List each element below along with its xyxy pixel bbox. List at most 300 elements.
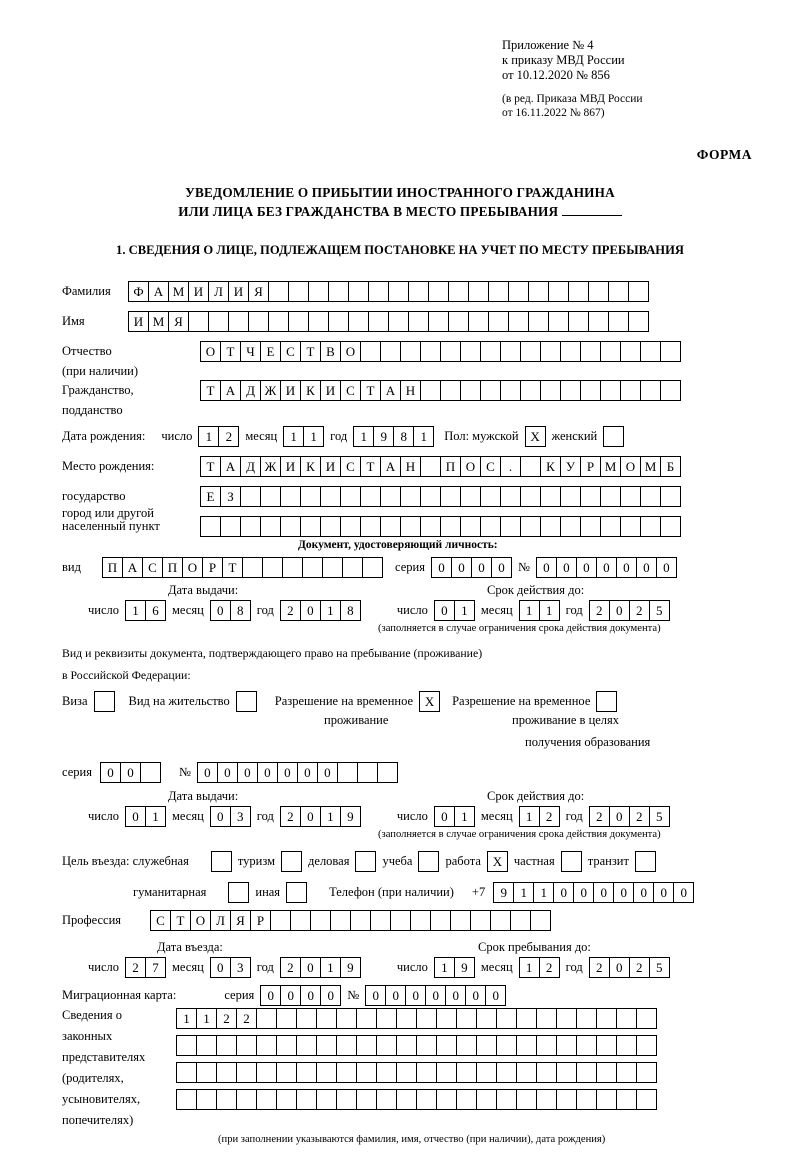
char-cell[interactable] (240, 486, 261, 507)
char-cell[interactable] (370, 910, 391, 931)
char-cell[interactable] (536, 1035, 557, 1056)
char-cell[interactable] (396, 1008, 417, 1029)
purpose-work-checkbox[interactable]: X (487, 851, 508, 872)
purpose-transit-checkbox[interactable] (635, 851, 656, 872)
legal-rep-input-3[interactable] (176, 1062, 657, 1083)
char-cell[interactable] (460, 380, 481, 401)
char-cell[interactable]: 1 (353, 426, 374, 447)
char-cell[interactable]: 0 (471, 557, 492, 578)
char-cell[interactable]: О (200, 341, 221, 362)
char-cell[interactable] (316, 1062, 337, 1083)
sex-female-checkbox[interactable] (603, 426, 624, 447)
char-cell[interactable] (356, 1089, 377, 1110)
char-cell[interactable]: Ч (240, 341, 261, 362)
char-cell[interactable]: 2 (629, 957, 650, 978)
char-cell[interactable]: Р (202, 557, 223, 578)
char-cell[interactable] (316, 1008, 337, 1029)
char-cell[interactable] (340, 486, 361, 507)
char-cell[interactable]: 0 (317, 762, 338, 783)
identity-doc-number-input[interactable] (536, 557, 677, 578)
char-cell[interactable] (600, 341, 621, 362)
char-cell[interactable] (548, 281, 569, 302)
char-cell[interactable] (476, 1062, 497, 1083)
char-cell[interactable] (568, 311, 589, 332)
char-cell[interactable] (376, 1062, 397, 1083)
char-cell[interactable]: 0 (536, 557, 557, 578)
char-cell[interactable] (280, 516, 301, 537)
char-cell[interactable]: 2 (629, 806, 650, 827)
char-cell[interactable] (300, 486, 321, 507)
purpose-humanitarian-checkbox[interactable] (228, 882, 249, 903)
char-cell[interactable] (340, 516, 361, 537)
char-cell[interactable]: 2 (629, 600, 650, 621)
char-cell[interactable] (496, 1089, 517, 1110)
char-cell[interactable] (357, 762, 378, 783)
birth-place-line1-input[interactable] (200, 456, 681, 477)
char-cell[interactable] (476, 1089, 497, 1110)
char-cell[interactable] (240, 516, 261, 537)
char-cell[interactable]: 9 (454, 957, 475, 978)
char-cell[interactable] (540, 486, 561, 507)
char-cell[interactable] (448, 281, 469, 302)
char-cell[interactable]: 0 (596, 557, 617, 578)
char-cell[interactable] (196, 1089, 217, 1110)
char-cell[interactable] (276, 1089, 297, 1110)
char-cell[interactable] (456, 1062, 477, 1083)
char-cell[interactable] (330, 910, 351, 931)
char-cell[interactable] (256, 1089, 277, 1110)
char-cell[interactable]: 8 (393, 426, 414, 447)
char-cell[interactable] (236, 1089, 257, 1110)
char-cell[interactable] (490, 910, 511, 931)
char-cell[interactable]: 0 (297, 762, 318, 783)
char-cell[interactable]: 9 (340, 957, 361, 978)
char-cell[interactable]: 0 (434, 806, 455, 827)
char-cell[interactable] (396, 1062, 417, 1083)
char-cell[interactable] (616, 1089, 637, 1110)
char-cell[interactable]: 1 (196, 1008, 217, 1029)
char-cell[interactable] (620, 380, 641, 401)
char-cell[interactable] (176, 1035, 197, 1056)
char-cell[interactable] (336, 1035, 357, 1056)
char-cell[interactable]: 1 (454, 600, 475, 621)
char-cell[interactable] (620, 341, 641, 362)
char-cell[interactable] (600, 380, 621, 401)
char-cell[interactable] (580, 516, 601, 537)
char-cell[interactable]: П (440, 456, 461, 477)
char-cell[interactable]: О (340, 341, 361, 362)
char-cell[interactable] (596, 1089, 617, 1110)
char-cell[interactable]: 0 (237, 762, 258, 783)
char-cell[interactable]: 2 (589, 806, 610, 827)
char-cell[interactable]: С (340, 456, 361, 477)
char-cell[interactable]: 0 (556, 557, 577, 578)
char-cell[interactable]: 1 (533, 882, 554, 903)
char-cell[interactable] (416, 1089, 437, 1110)
char-cell[interactable] (360, 486, 381, 507)
char-cell[interactable] (220, 516, 241, 537)
char-cell[interactable] (660, 516, 681, 537)
char-cell[interactable]: 9 (373, 426, 394, 447)
char-cell[interactable]: . (500, 456, 521, 477)
char-cell[interactable] (530, 910, 551, 931)
char-cell[interactable] (300, 516, 321, 537)
char-cell[interactable] (588, 311, 609, 332)
char-cell[interactable]: 0 (431, 557, 452, 578)
entry-year-input[interactable] (280, 957, 361, 978)
char-cell[interactable] (396, 1089, 417, 1110)
char-cell[interactable] (296, 1035, 317, 1056)
char-cell[interactable]: 0 (217, 762, 238, 783)
char-cell[interactable]: 0 (125, 806, 146, 827)
char-cell[interactable]: Д (240, 456, 261, 477)
profession-input[interactable] (150, 910, 551, 931)
char-cell[interactable] (360, 516, 381, 537)
char-cell[interactable]: П (102, 557, 123, 578)
char-cell[interactable] (640, 341, 661, 362)
char-cell[interactable] (596, 1062, 617, 1083)
char-cell[interactable]: 3 (230, 957, 251, 978)
char-cell[interactable] (308, 281, 329, 302)
purpose-tourism-checkbox[interactable] (281, 851, 302, 872)
char-cell[interactable]: Я (230, 910, 251, 931)
char-cell[interactable] (456, 1035, 477, 1056)
char-cell[interactable] (296, 1089, 317, 1110)
char-cell[interactable] (576, 1008, 597, 1029)
char-cell[interactable] (176, 1062, 197, 1083)
char-cell[interactable]: 0 (280, 985, 301, 1006)
char-cell[interactable] (560, 341, 581, 362)
char-cell[interactable]: 0 (300, 957, 321, 978)
char-cell[interactable]: 0 (434, 600, 455, 621)
valid-year-input[interactable] (589, 600, 670, 621)
char-cell[interactable]: 0 (636, 557, 657, 578)
char-cell[interactable] (560, 516, 581, 537)
char-cell[interactable]: 0 (673, 882, 694, 903)
char-cell[interactable] (436, 1035, 457, 1056)
stay-valid-year-input[interactable] (589, 806, 670, 827)
stay-issue-day-input[interactable] (125, 806, 166, 827)
char-cell[interactable]: 2 (539, 957, 560, 978)
char-cell[interactable] (236, 1035, 257, 1056)
char-cell[interactable]: К (300, 380, 321, 401)
char-cell[interactable]: 0 (653, 882, 674, 903)
char-cell[interactable] (390, 910, 411, 931)
char-cell[interactable]: 0 (633, 882, 654, 903)
char-cell[interactable] (460, 341, 481, 362)
char-cell[interactable] (600, 516, 621, 537)
char-cell[interactable] (376, 1035, 397, 1056)
char-cell[interactable] (528, 281, 549, 302)
char-cell[interactable]: 1 (513, 882, 534, 903)
char-cell[interactable] (500, 486, 521, 507)
char-cell[interactable] (436, 1089, 457, 1110)
legal-rep-input-2[interactable] (176, 1035, 657, 1056)
stay-doc-number-input[interactable] (197, 762, 398, 783)
char-cell[interactable]: А (380, 456, 401, 477)
char-cell[interactable] (228, 311, 249, 332)
char-cell[interactable] (556, 1089, 577, 1110)
char-cell[interactable]: А (148, 281, 169, 302)
name-input[interactable] (128, 311, 649, 332)
char-cell[interactable] (576, 1035, 597, 1056)
char-cell[interactable] (516, 1089, 537, 1110)
char-cell[interactable] (460, 516, 481, 537)
char-cell[interactable]: О (620, 456, 641, 477)
char-cell[interactable]: 1 (413, 426, 434, 447)
char-cell[interactable]: Т (360, 380, 381, 401)
char-cell[interactable] (420, 341, 441, 362)
char-cell[interactable]: Т (360, 456, 381, 477)
char-cell[interactable] (608, 281, 629, 302)
char-cell[interactable]: А (122, 557, 143, 578)
migration-number-input[interactable] (365, 985, 506, 1006)
char-cell[interactable]: 0 (609, 806, 630, 827)
char-cell[interactable]: Ф (128, 281, 149, 302)
char-cell[interactable] (416, 1008, 437, 1029)
legal-rep-input-1[interactable] (176, 1008, 657, 1029)
char-cell[interactable] (660, 341, 681, 362)
edu-residence-checkbox[interactable] (596, 691, 617, 712)
char-cell[interactable] (256, 1008, 277, 1029)
char-cell[interactable] (580, 380, 601, 401)
purpose-study-checkbox[interactable] (418, 851, 439, 872)
char-cell[interactable]: Е (200, 486, 221, 507)
char-cell[interactable]: 1 (198, 426, 219, 447)
char-cell[interactable]: 2 (218, 426, 239, 447)
char-cell[interactable]: 1 (539, 600, 560, 621)
char-cell[interactable]: О (190, 910, 211, 931)
char-cell[interactable]: 0 (553, 882, 574, 903)
char-cell[interactable] (336, 1008, 357, 1029)
char-cell[interactable]: З (220, 486, 241, 507)
char-cell[interactable] (296, 1008, 317, 1029)
char-cell[interactable]: 2 (280, 957, 301, 978)
char-cell[interactable]: 0 (425, 985, 446, 1006)
char-cell[interactable] (336, 1062, 357, 1083)
sex-male-checkbox[interactable]: X (525, 426, 546, 447)
char-cell[interactable] (436, 1008, 457, 1029)
char-cell[interactable]: П (162, 557, 183, 578)
char-cell[interactable]: В (320, 341, 341, 362)
purpose-service-checkbox[interactable] (211, 851, 232, 872)
char-cell[interactable]: Т (200, 380, 221, 401)
char-cell[interactable]: Е (260, 341, 281, 362)
char-cell[interactable] (290, 910, 311, 931)
char-cell[interactable] (508, 281, 529, 302)
char-cell[interactable] (322, 557, 343, 578)
char-cell[interactable]: 0 (100, 762, 121, 783)
stay-valid-month-input[interactable] (519, 806, 560, 827)
char-cell[interactable]: 0 (485, 985, 506, 1006)
char-cell[interactable]: 5 (649, 600, 670, 621)
char-cell[interactable] (480, 486, 501, 507)
char-cell[interactable] (337, 762, 358, 783)
char-cell[interactable]: О (182, 557, 203, 578)
char-cell[interactable] (356, 1062, 377, 1083)
char-cell[interactable] (456, 1008, 477, 1029)
char-cell[interactable] (248, 311, 269, 332)
char-cell[interactable] (476, 1008, 497, 1029)
char-cell[interactable] (280, 486, 301, 507)
char-cell[interactable]: Л (208, 281, 229, 302)
char-cell[interactable] (468, 311, 489, 332)
char-cell[interactable] (536, 1008, 557, 1029)
char-cell[interactable]: 2 (589, 957, 610, 978)
char-cell[interactable] (480, 516, 501, 537)
char-cell[interactable] (520, 516, 541, 537)
char-cell[interactable]: 1 (320, 600, 341, 621)
char-cell[interactable]: Т (170, 910, 191, 931)
char-cell[interactable] (476, 1035, 497, 1056)
char-cell[interactable] (616, 1008, 637, 1029)
char-cell[interactable]: Ж (260, 456, 281, 477)
char-cell[interactable]: Т (220, 341, 241, 362)
char-cell[interactable] (260, 516, 281, 537)
char-cell[interactable]: 0 (320, 985, 341, 1006)
char-cell[interactable]: И (228, 281, 249, 302)
char-cell[interactable]: 0 (210, 600, 231, 621)
char-cell[interactable] (600, 486, 621, 507)
char-cell[interactable] (380, 486, 401, 507)
char-cell[interactable] (320, 486, 341, 507)
char-cell[interactable]: А (380, 380, 401, 401)
char-cell[interactable]: 0 (445, 985, 466, 1006)
char-cell[interactable] (328, 311, 349, 332)
char-cell[interactable] (296, 1062, 317, 1083)
char-cell[interactable]: С (480, 456, 501, 477)
identity-doc-type-input[interactable] (102, 557, 383, 578)
char-cell[interactable] (400, 516, 421, 537)
entry-day-input[interactable] (125, 957, 166, 978)
char-cell[interactable]: 1 (320, 806, 341, 827)
char-cell[interactable]: 0 (573, 882, 594, 903)
char-cell[interactable] (448, 311, 469, 332)
char-cell[interactable] (510, 910, 531, 931)
char-cell[interactable] (560, 486, 581, 507)
char-cell[interactable] (528, 311, 549, 332)
char-cell[interactable] (140, 762, 161, 783)
char-cell[interactable]: 2 (216, 1008, 237, 1029)
char-cell[interactable]: 9 (340, 806, 361, 827)
char-cell[interactable] (236, 1062, 257, 1083)
char-cell[interactable] (256, 1062, 277, 1083)
char-cell[interactable] (516, 1008, 537, 1029)
char-cell[interactable]: 1 (519, 600, 540, 621)
char-cell[interactable] (428, 281, 449, 302)
char-cell[interactable]: С (280, 341, 301, 362)
birth-year-input[interactable] (353, 426, 434, 447)
char-cell[interactable] (420, 486, 441, 507)
citizenship-input[interactable] (200, 380, 681, 401)
purpose-other-checkbox[interactable] (286, 882, 307, 903)
char-cell[interactable] (336, 1089, 357, 1110)
char-cell[interactable] (496, 1008, 517, 1029)
char-cell[interactable] (500, 380, 521, 401)
char-cell[interactable] (208, 311, 229, 332)
char-cell[interactable]: 0 (405, 985, 426, 1006)
char-cell[interactable] (660, 380, 681, 401)
char-cell[interactable]: 5 (649, 957, 670, 978)
char-cell[interactable]: 9 (493, 882, 514, 903)
char-cell[interactable] (616, 1035, 637, 1056)
char-cell[interactable]: 0 (593, 882, 614, 903)
char-cell[interactable]: 2 (589, 600, 610, 621)
valid-day-input[interactable] (434, 600, 475, 621)
char-cell[interactable]: 0 (120, 762, 141, 783)
char-cell[interactable] (262, 557, 283, 578)
char-cell[interactable] (176, 1089, 197, 1110)
issue-year-input[interactable] (280, 600, 361, 621)
temp-residence-checkbox[interactable]: X (419, 691, 440, 712)
char-cell[interactable]: Б (660, 456, 681, 477)
migration-series-input[interactable] (260, 985, 341, 1006)
char-cell[interactable] (388, 281, 409, 302)
char-cell[interactable] (188, 311, 209, 332)
char-cell[interactable]: О (460, 456, 481, 477)
char-cell[interactable] (500, 341, 521, 362)
char-cell[interactable] (380, 516, 401, 537)
char-cell[interactable] (380, 341, 401, 362)
char-cell[interactable]: А (220, 380, 241, 401)
char-cell[interactable]: 0 (260, 985, 281, 1006)
char-cell[interactable]: 0 (210, 806, 231, 827)
char-cell[interactable] (640, 486, 661, 507)
char-cell[interactable] (516, 1062, 537, 1083)
char-cell[interactable]: Л (210, 910, 231, 931)
char-cell[interactable] (520, 456, 541, 477)
char-cell[interactable] (216, 1062, 237, 1083)
char-cell[interactable] (342, 557, 363, 578)
legal-rep-input-4[interactable] (176, 1089, 657, 1110)
phone-input[interactable] (493, 882, 694, 903)
char-cell[interactable] (628, 311, 649, 332)
stay-year-input[interactable] (589, 957, 670, 978)
char-cell[interactable] (616, 1062, 637, 1083)
char-cell[interactable]: М (168, 281, 189, 302)
char-cell[interactable] (216, 1035, 237, 1056)
purpose-business-checkbox[interactable] (355, 851, 376, 872)
purpose-private-checkbox[interactable] (561, 851, 582, 872)
char-cell[interactable]: 0 (491, 557, 512, 578)
char-cell[interactable]: 1 (320, 957, 341, 978)
char-cell[interactable] (348, 311, 369, 332)
char-cell[interactable]: С (340, 380, 361, 401)
stay-day-input[interactable] (434, 957, 475, 978)
char-cell[interactable] (348, 281, 369, 302)
char-cell[interactable]: 6 (145, 600, 166, 621)
char-cell[interactable] (428, 311, 449, 332)
char-cell[interactable] (548, 311, 569, 332)
char-cell[interactable] (362, 557, 383, 578)
char-cell[interactable] (302, 557, 323, 578)
char-cell[interactable] (376, 1089, 397, 1110)
stay-doc-series-input[interactable] (100, 762, 161, 783)
char-cell[interactable]: 1 (283, 426, 304, 447)
char-cell[interactable]: 1 (145, 806, 166, 827)
stay-valid-day-input[interactable] (434, 806, 475, 827)
char-cell[interactable]: К (300, 456, 321, 477)
char-cell[interactable] (640, 516, 661, 537)
char-cell[interactable] (580, 486, 601, 507)
char-cell[interactable] (480, 380, 501, 401)
char-cell[interactable] (596, 1008, 617, 1029)
char-cell[interactable] (256, 1035, 277, 1056)
char-cell[interactable] (636, 1008, 657, 1029)
char-cell[interactable]: 1 (303, 426, 324, 447)
char-cell[interactable] (196, 1035, 217, 1056)
birth-place-line2-input[interactable] (200, 486, 681, 507)
